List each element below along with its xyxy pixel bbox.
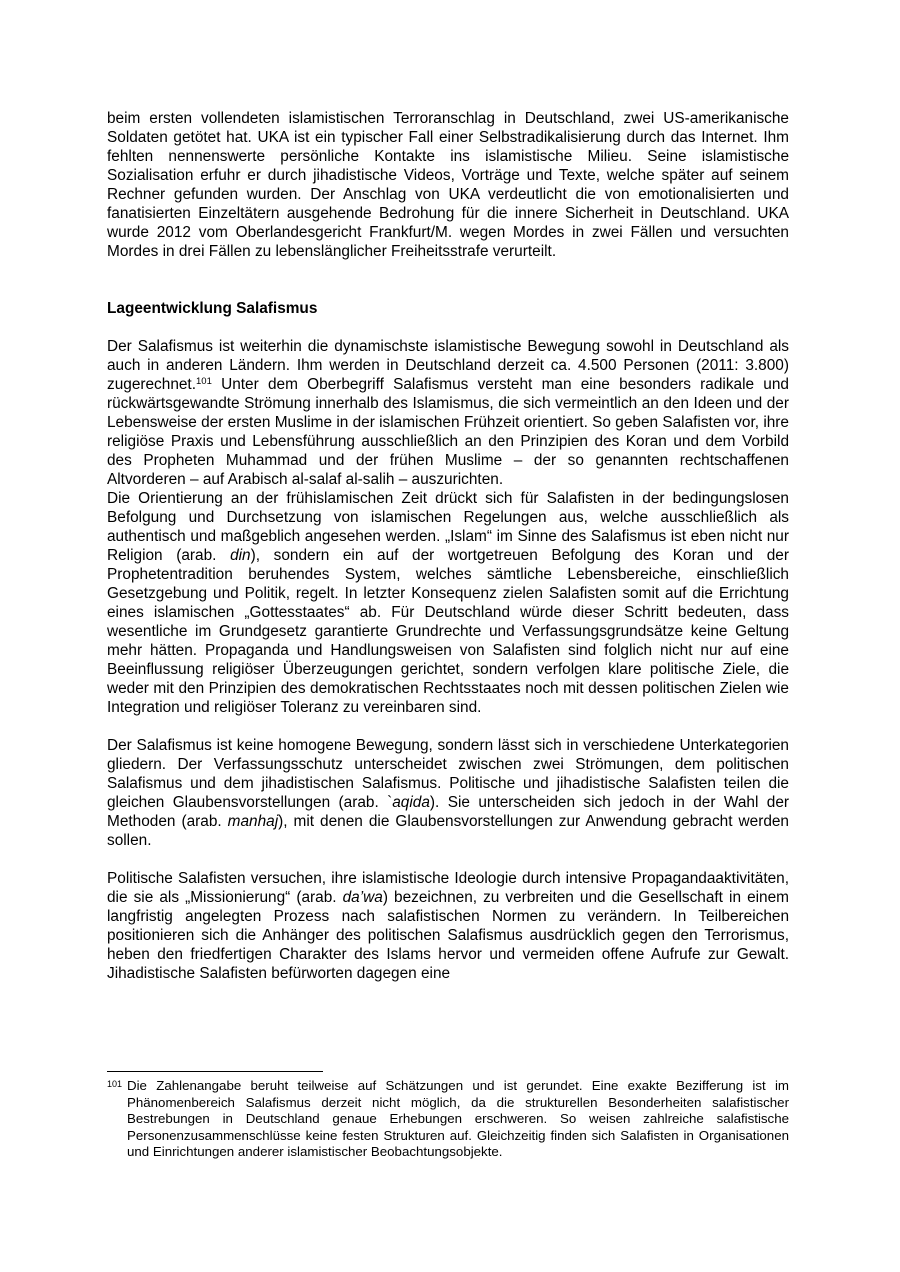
text-run: Der Salafismus ist keine homogene Bewegung, sondern lässt sich in verschiedene Unterkategorien gliedern. Der Verfassungsschutz unterscheidet zwischen zwei Strömungen, dem politischen Salafismus und dem jihadistischen Salafismus. Politische und jihadistische Salafisten teilen die gleichen Glaubensvorstellungen (arab. ` bbox=[107, 737, 789, 811]
footnote-separator bbox=[107, 1071, 323, 1072]
text-run: Der Salafismus ist weiterhin die dynamischste islamistische Bewegung sowohl in Deutschland als auch in anderen Ländern. Ihm werden in Deutschland derzeit ca. 4.500 Personen (2011: 3.800) zugerechnet. bbox=[107, 338, 789, 393]
text-run: ). Sie unterscheiden sich jedoch in der Wahl der Methoden (arab. bbox=[107, 794, 789, 830]
spacer bbox=[107, 318, 789, 337]
text-run: Die Orientierung an der frühislamischen Zeit drückt sich für Salafisten in der bedingungslosen Befolgung und Durchsetzung von islamischen Regelungen aus, welche ausschließlich als authentisch und maßgeblich angesehen werden. „Islam“ im Sinne des Salafismus ist eben nicht nur Religion (arab. bbox=[107, 490, 789, 564]
text-run: Politische Salafisten versuchen, ihre islamistische Ideologie durch intensive Propagandaaktivitäten, die sie als „Missionierung“ (arab. bbox=[107, 870, 789, 906]
paragraph-salafismus-intro bbox=[107, 337, 789, 489]
term-manhaj: manhaj bbox=[227, 813, 279, 830]
document-page bbox=[107, 109, 789, 983]
term-din: din bbox=[230, 547, 251, 564]
term-aqida: aqida bbox=[392, 794, 430, 811]
footnote-area bbox=[107, 1071, 789, 1161]
footnote-reference[interactable]: 101 bbox=[196, 376, 212, 387]
paragraph-unterkategorien bbox=[107, 736, 789, 850]
footnote-text: Die Zahlenangabe beruht teilweise auf Schätzungen und ist gerundet. Eine exakte Bezifferung ist im Phänomenbereich Salafismus derzeit nicht möglich, da die strukturellen Besonderheiten salafistischer Bestrebungen in Deutschland genaue Erhebungen erschweren. So weisen zahlreiche salafistische Personenzusammenschlüsse keine festen Strukturen auf. Gleichzeitig finden sich Salafisten in Organisationen und Einrichtungen anderer islamistischer Beobachtungsobjekte. bbox=[127, 1078, 789, 1160]
text-run: ), sondern ein auf der wortgetreuen Befolgung des Koran und der Prophetentradition beruhendes System, welches sämtliche Lebensbereiche, einschließlich Gesetzgebung und Politik, regelt. In letzter Konsequenz zielen Salafisten somit auf die Errichtung eines islamischen „Gottesstaates“ ab. Für Deutschland würde dieser Schritt bedeuten, dass wesentliche im Grundgesetz garantierte Grundrechte und Verfassungsgrundsätze keine Geltung mehr hätten. Propaganda und Handlungsweisen von Salafisten sind folglich nicht nur auf eine Beeinflussung religiöser Überzeugungen gerichtet, sondern verfolgen klare politische Ziele, die weder mit den Prinzipien des demokratischen Rechtsstaates noch mit dessen politischen Zielen wie Integration und religiöser Toleranz zu vereinbaren sind. bbox=[107, 547, 789, 716]
term-dawa: da’wa bbox=[342, 889, 383, 906]
footnote-number: 101 bbox=[107, 1079, 123, 1089]
spacer bbox=[107, 261, 789, 299]
text-run: Unter dem Oberbegriff Salafismus versteht man eine besonders radikale und rückwärtsgewandte Strömung innerhalb des Islamismus, die sich vermeintlich an den Ideen und der Lebensweise der ersten Muslime in der islamischen Frühzeit orientiert. So geben Salafisten vor, ihre religiöse Praxis und Lebensführung ausschließlich an den Prinzipien des Koran und dem Vorbild des Propheten Muhammad und der frühen Muslime – der so genannten rechtschaffenen Altvorderen – auf Arabisch al-salaf al-salih – auszurichten. bbox=[107, 376, 789, 488]
paragraph-politische-salafisten bbox=[107, 869, 789, 983]
paragraph-uka: beim ersten vollendeten islamistischen Terroranschlag in Deutschland, zwei US-amerikanische Soldaten getötet hat. UKA ist ein typischer Fall einer Selbstradikalisierung durch das Internet. Ihm fehlten nennenswerte persönliche Kontakte ins islamistische Milieu. Seine islamistische Sozialisation erfuhr er durch jihadistische Videos, Vorträge und Texte, welche später auf seinem Rechner gefunden wurden. Der Anschlag von UKA verdeutlicht die von emotionalisierten und fanatisierten Einzeltätern ausgehende Bedrohung für die innere Sicherheit in Deutschland. UKA wurde 2012 vom Oberlandesgericht Frankfurt/M. wegen Mordes in zwei Fällen und versuchten Mordes in drei Fällen zu lebenslänglicher Freiheitsstrafe verurteilt. bbox=[107, 110, 789, 260]
text-run: ), mit denen die Glaubensvorstellungen zur Anwendung gebracht werden sollen. bbox=[107, 813, 789, 849]
spacer bbox=[107, 717, 789, 736]
section-heading: Lageentwicklung Salafismus bbox=[107, 300, 318, 317]
text-run: ) bezeichnen, zu verbreiten und die Gesellschaft in einem langfristig angelegten Prozess nach salafistischen Normen zu verändern. In Teilbereichen positionieren sich die Anhänger des politischen Salafismus ausdrücklich gegen den Terrorismus, heben den friedfertigen Charakter des Islams hervor und vermeiden offene Aufrufe zur Gewalt. Jihadistische Salafisten befürworten dagegen eine bbox=[107, 889, 789, 982]
footnote-101 bbox=[107, 1078, 789, 1161]
spacer bbox=[107, 850, 789, 869]
paragraph-orientierung bbox=[107, 489, 789, 717]
